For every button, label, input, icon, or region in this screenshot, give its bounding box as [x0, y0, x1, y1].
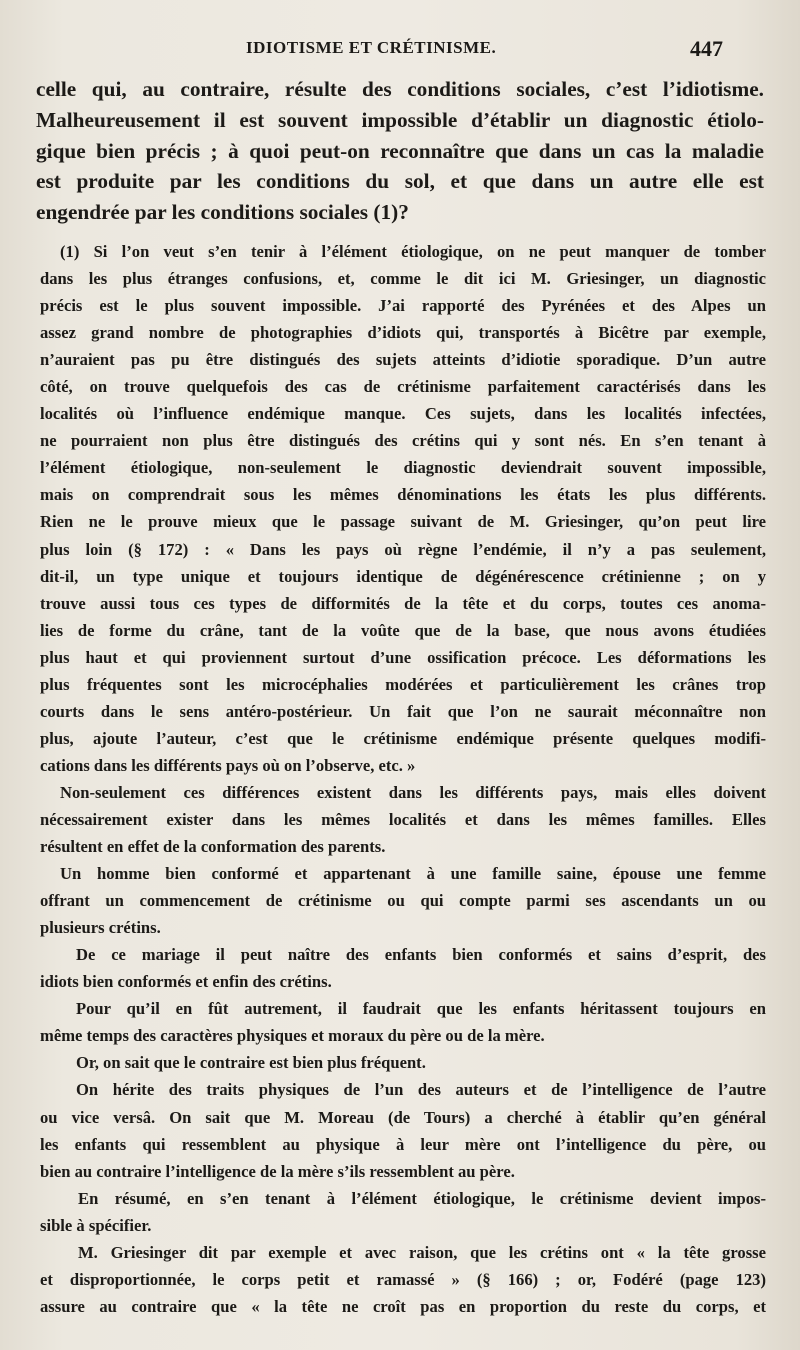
- footnote-line: localités où l’influence endémique manque. Ces sujets, dans les localités infectées,: [40, 404, 766, 424]
- footnote-line: cations dans les différents pays où on l’observe, etc. »: [40, 755, 416, 775]
- footnote-line: même temps des caractères physiques et moraux du père ou de la mère.: [40, 1026, 545, 1046]
- footnote: [40, 238, 766, 1320]
- footnote-line: nécessairement exister dans les mêmes localités et dans les mêmes familles. Elles: [40, 809, 766, 829]
- footnote-line: Un homme bien conformé et appartenant à une famille saine, épouse une femme: [60, 864, 766, 884]
- footnote-line: assure au contraire que « la tête ne croît pas en proportion du reste du corps, et: [40, 1296, 766, 1316]
- footnote-line: mais on comprendrait sous les mêmes dénominations les états les plus différents.: [40, 485, 766, 505]
- footnote-line: M. Griesinger dit par exemple et avec raison, que les crétins ont « la tête grosse: [78, 1242, 766, 1262]
- running-head: [0, 36, 800, 66]
- footnote-line: l’élément étiologique, non-seulement le diagnostic deviendrait souvent impossible,: [40, 458, 766, 478]
- footnote-line: De ce mariage il peut naître des enfants bien conformés et sains d’esprit, des: [76, 945, 766, 965]
- footnote-line: trouve aussi tous ces types de difformités de la tête et du corps, toutes ces anoma-: [40, 593, 766, 613]
- main-line: engendrée par les conditions sociales (1)?: [36, 200, 409, 225]
- footnote-line: On hérite des traits physiques de l’un des auteurs et de l’intelligence de l’autre: [76, 1080, 766, 1100]
- footnote-line: plusieurs crétins.: [40, 918, 161, 938]
- footnote-line: bien au contraire l’intelligence de la mère s’ils ressemblent au père.: [40, 1161, 515, 1181]
- footnote-line: n’auraient pas pu être distingués des sujets atteints d’idiotie sporadique. D’un autre: [40, 350, 766, 370]
- main-line: gique bien précis ; à quoi peut-on reconnaître que dans un cas la maladie: [36, 138, 764, 163]
- footnote-line: ne pourraient non plus être distingués des crétins qui y sont nés. En s’en tenant à: [40, 431, 766, 451]
- footnote-line: plus haut et qui proviennent surtout d’une ossification précoce. Les déformations les: [40, 647, 766, 667]
- footnote-line: (1) Si l’on veut s’en tenir à l’élément étiologique, on ne peut manquer de tomber: [60, 242, 766, 261]
- footnote-line: Non-seulement ces différences existent dans les différents pays, mais elles doivent: [60, 782, 766, 802]
- footnote-line: idiots bien conformés et enfin des crétins.: [40, 972, 332, 992]
- footnote-line: côté, on trouve quelquefois des cas de crétinisme parfaitement caractérisés dans les: [40, 377, 766, 397]
- running-title: IDIOTISME ET CRÉTINISME.: [246, 38, 497, 57]
- footnote-line: Pour qu’il en fût autrement, il faudrait que les enfants héritassent toujours en: [76, 999, 766, 1019]
- main-paragraph: [36, 74, 764, 228]
- footnote-line: précis est le plus souvent impossible. J’ai rapporté des Pyrénées et des Alpes un: [40, 296, 766, 316]
- footnote-line: plus fréquentes sont les microcéphalies modérées et particulièrement les crânes trop: [40, 674, 766, 694]
- main-line: est produite par les conditions du sol, et que dans un autre elle est: [36, 169, 764, 194]
- footnote-line: plus, ajoute l’auteur, c’est que le crétinisme endémique présente quelques modifi-: [40, 728, 766, 748]
- main-line: Malheureusement il est souvent impossible d’établir un diagnostic étiolo-: [36, 107, 764, 132]
- page-number: 447: [690, 36, 723, 61]
- footnote-line: Or, on sait que le contraire est bien plus fréquent.: [76, 1053, 426, 1073]
- footnote-line: offrant un commencement de crétinisme ou qui compte parmi ses ascendants un ou: [40, 891, 766, 911]
- main-line: celle qui, au contraire, résulte des conditions sociales, c’est l’idiotisme.: [36, 77, 764, 101]
- footnote-line: lies de forme du crâne, tant de la voûte que de la base, que nous avons étudiées: [40, 620, 766, 640]
- footnote-line: assez grand nombre de photographies d’idiots qui, transportés à Bicêtre par exemple,: [40, 323, 766, 343]
- footnote-line: dit-il, un type unique et toujours identique de dégénérescence crétinienne ; on y: [40, 566, 766, 586]
- footnote-line: les enfants qui ressemblent au physique à leur mère ont l’intelligence du père, ou: [40, 1134, 766, 1154]
- footnote-line: sible à spécifier.: [40, 1215, 152, 1235]
- footnote-line: dans les plus étranges confusions, et, comme le dit ici M. Griesinger, un diagnostic: [40, 269, 766, 289]
- footnote-line: plus loin (§ 172) : « Dans les pays où règne l’endémie, il n’y a pas seulement,: [40, 539, 766, 559]
- footnote-line: courts dans le sens antéro-postérieur. Un fait que l’on ne saurait méconnaître non: [40, 701, 766, 721]
- footnote-line: et disproportionnée, le corps petit et ramassé » (§ 166) ; or, Fodéré (page 123): [40, 1269, 766, 1289]
- footnote-line: Rien ne le prouve mieux que le passage suivant de M. Griesinger, qu’on peut lire: [40, 512, 766, 532]
- footnote-line: résultent en effet de la conformation des parents.: [40, 837, 386, 857]
- footnote-line: ou vice versâ. On sait que M. Moreau (de Tours) a cherché à établir qu’en général: [40, 1107, 766, 1127]
- footnote-line: En résumé, en s’en tenant à l’élément étiologique, le crétinisme devient impos-: [78, 1188, 766, 1208]
